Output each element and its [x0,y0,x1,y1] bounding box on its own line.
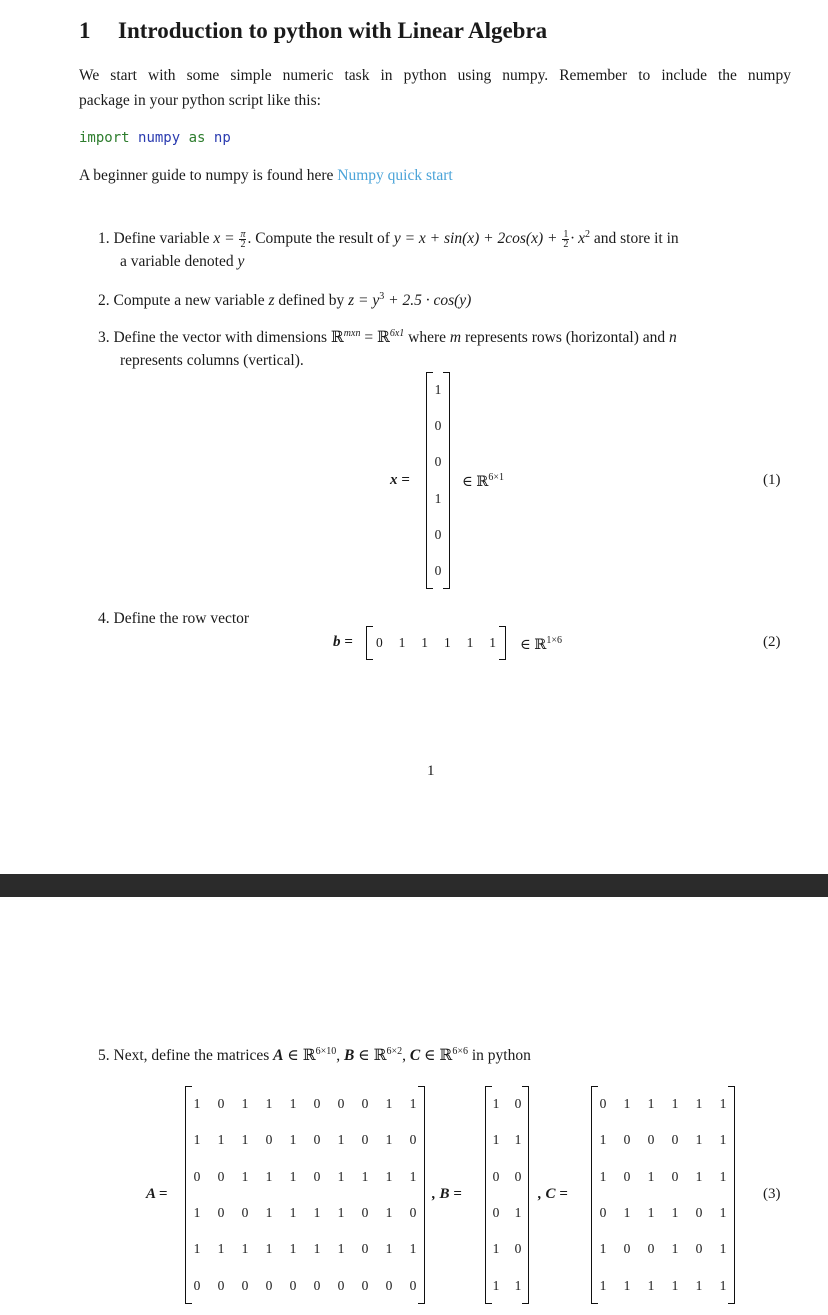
item-3-sup-1: mxn [343,328,361,339]
matrix-A-entry: 0 [217,1168,225,1184]
matrix-A-entry: 0 [193,1168,201,1184]
code-keyword-import: import [79,130,130,146]
matrix-B-entry: 0 [514,1241,522,1257]
matrix-A-entry: 0 [217,1205,225,1221]
matrix-A-entry: 1 [361,1168,369,1184]
eq2-row-vector [366,626,506,660]
pi-over-2-fraction: $\frac{\pi}{2}$ [240,229,246,251]
matrix-B-entry: 1 [514,1205,522,1221]
item-2-z: z [268,292,275,310]
one-half-fraction: $\frac{1}{2}$ [563,229,569,251]
page-break-bar [0,874,828,897]
eq3-B-lhs: , B = [432,1186,462,1202]
item-2-expression-2: + 2.5 · cos(y) [388,292,472,310]
x-vector-entry: 0 [434,418,442,434]
matrix-A-entry: 1 [241,1168,249,1184]
matrix-C-entry: 0 [599,1096,607,1112]
intro-line-1: We start with some simple numeric task in python using numpy. Remember to include the numpy [79,67,791,84]
item-2-cube: 3 [379,291,385,302]
eq2-values [368,626,504,660]
matrix-A-entry: 0 [265,1277,273,1293]
matrix-A-entry: 1 [409,1168,417,1184]
b-vector-entry: 1 [398,635,406,650]
matrix-C-entry: 1 [671,1096,679,1112]
x-vector-entry: 1 [434,490,442,506]
matrix-A-entry: 0 [409,1205,417,1221]
matrix-C-entry: 1 [671,1205,679,1221]
matrix-C [591,1086,735,1304]
matrix-A-entry: 1 [385,1132,393,1148]
matrix-A-entry: 0 [265,1132,273,1148]
item-4 [98,610,249,628]
matrix-A-entry: 1 [241,1096,249,1112]
matrix-C-entry: 1 [599,1168,607,1184]
code-module: numpy [138,130,181,146]
item-1-y: y [237,253,245,270]
matrix-C-entry: 1 [647,1168,655,1184]
eq1-in: ∈ ℝ [462,473,489,490]
matrix-C-entry: 0 [671,1168,679,1184]
matrix-B-values [485,1086,529,1304]
item-5-in-A: ∈ ℝ [287,1047,316,1065]
matrix-C-entry: 1 [647,1277,655,1293]
matrix-C-entry: 1 [719,1241,727,1257]
matrix-A-entry: 1 [289,1132,297,1148]
matrix-A-entry: 1 [193,1205,201,1221]
item-3 [98,328,677,347]
guide-text: A beginner guide to numpy is found here [79,167,334,184]
matrix-A-entry: 1 [289,1241,297,1257]
matrix-C-entry: 1 [695,1277,703,1293]
matrix-A-entry: 0 [217,1277,225,1293]
matrix-A-entry: 1 [289,1168,297,1184]
matrix-C-entry: 1 [719,1096,727,1112]
matrix-B-entry: 1 [492,1241,500,1257]
matrix-A-entry: 1 [313,1205,321,1221]
matrix-A [185,1086,425,1304]
item-1-x-eq: x = [213,230,235,248]
matrix-A-entry: 0 [361,1132,369,1148]
matrix-C-entry: 1 [671,1241,679,1257]
guide-line [79,167,453,185]
matrix-B-entry: 1 [492,1132,500,1148]
matrix-A-entry: 0 [361,1241,369,1257]
item-3-m: m [449,329,462,347]
item-3-sup-2: 6x1 [389,328,405,339]
matrix-C-entry: 1 [599,1241,607,1257]
item-1-line-2-text: a variable denoted [120,253,234,270]
matrix-C-entry: 0 [623,1132,631,1148]
matrix-A-entry: 0 [217,1096,225,1112]
item-1-expression: y = x + sin(x) + 2cos(x) + [393,230,558,248]
item-5-sup-B: 6×2 [386,1046,403,1057]
item-1-text-b: . Compute the result of [247,230,390,248]
item-1-number: 1. [98,230,110,248]
matrix-C-entry: 1 [695,1168,703,1184]
matrix-C-entry: 1 [623,1277,631,1293]
matrix-A-entry: 1 [289,1205,297,1221]
item-3-number: 3. [98,329,110,347]
matrix-A-entry: 1 [337,1132,345,1148]
matrix-A-entry: 1 [217,1241,225,1257]
matrix-C-entry: 0 [623,1168,631,1184]
matrix-C-entry: 1 [623,1096,631,1112]
matrix-A-entry: 1 [337,1205,345,1221]
item-3-eq: = [364,329,374,347]
item-3-R1: ℝ [330,329,344,347]
matrix-A-entry: 0 [313,1132,321,1148]
matrix-A-entry: 0 [361,1277,369,1293]
matrix-A-entry: 1 [337,1241,345,1257]
matrix-C-entry: 0 [695,1241,703,1257]
numpy-quick-start-link[interactable]: Numpy quick start [337,167,453,184]
intro-line-2: package in your python script like this: [79,92,321,109]
eq3-number: (3) [763,1186,781,1202]
matrix-A-entry: 0 [289,1277,297,1293]
matrix-A-entry: 1 [385,1205,393,1221]
matrix-A-entry: 0 [313,1277,321,1293]
matrix-A-entry: 0 [241,1205,249,1221]
eq1-sup: 6×1 [488,472,505,483]
matrix-A-entry: 0 [241,1277,249,1293]
matrix-A-entry: 0 [337,1096,345,1112]
item-5-B: B [344,1047,355,1065]
item-5: 5. Next, define the matrices A ∈ ℝ$^{6\times 10}$, B ∈ ℝ$^{6\times 2}$, C ∈ ℝ$^{6\times 6}$ in python [98,1046,531,1065]
matrix-C-entry: 1 [623,1205,631,1221]
matrix-C-entry: 1 [719,1205,727,1221]
x-vector-entry: 0 [434,562,442,578]
eq1-domain [462,472,504,491]
matrix-A-entry: 1 [241,1241,249,1257]
eq1-values [426,372,450,589]
matrix-A-entry: 1 [265,1205,273,1221]
eq1-number: (1) [763,472,781,488]
matrix-C-entry: 1 [671,1277,679,1293]
matrix-C-values [591,1086,735,1304]
item-1-dot-x: · x [570,230,585,248]
matrix-C-entry: 0 [647,1241,655,1257]
b-vector-entry: 0 [375,635,383,650]
item-5-text-b: in python [471,1047,531,1065]
matrix-A-entry: 1 [337,1168,345,1184]
matrix-C-entry: 1 [719,1132,727,1148]
b-vector-entry: 1 [443,635,451,650]
matrix-A-entry: 0 [361,1205,369,1221]
item-5-text-a: Next, define the matrices [113,1047,270,1065]
x-vector-entry: 0 [434,454,442,470]
matrix-A-entry: 1 [193,1096,201,1112]
code-alias: np [213,130,231,146]
page-number: 1 [427,763,435,779]
matrix-B-entry: 0 [492,1205,500,1221]
item-3-n: n [669,329,677,347]
x-vector-entry: 1 [434,382,442,398]
matrix-A-entry: 1 [193,1132,201,1148]
item-3-R2: ℝ [376,329,390,347]
matrix-A-entry: 1 [409,1241,417,1257]
matrix-A-entry: 0 [409,1277,417,1293]
matrix-C-entry: 0 [671,1132,679,1148]
matrix-B-entry: 0 [514,1096,522,1112]
matrix-C-entry: 1 [647,1205,655,1221]
matrix-C-entry: 0 [695,1205,703,1221]
item-5-sup-C: 6×6 [452,1046,468,1057]
eq2-sup: 1×6 [546,635,563,646]
matrix-A-entry: 1 [241,1132,249,1148]
matrix-B-entry: 1 [514,1132,522,1148]
item-5-number: 5. [98,1047,110,1065]
matrix-B-entry: 0 [514,1168,522,1184]
b-vector-entry: 1 [421,635,429,650]
matrix-A-entry: 1 [385,1096,393,1112]
eq1-lhs: x = [390,472,410,488]
matrix-A-entry: 1 [313,1241,321,1257]
matrix-C-entry: 1 [695,1096,703,1112]
b-vector-entry: 1 [489,635,497,650]
matrix-A-entry: 0 [409,1132,417,1148]
matrix-A-values [185,1086,425,1304]
eq2-domain [520,635,562,654]
matrix-C-entry: 1 [695,1132,703,1148]
matrix-A-entry: 1 [217,1132,225,1148]
matrix-B-entry: 1 [492,1277,500,1293]
item-4-text-a: Define the row vector [113,610,250,627]
item-3-text-c: represents rows (horizontal) and [465,329,666,347]
item-4-number: 4. [98,610,110,627]
item-1-text-c: and store it in [593,230,679,248]
eq1-column-vector [426,372,450,589]
item-1 [98,229,679,249]
matrix-B-entry: 1 [492,1096,500,1112]
matrix-B-entry: 1 [514,1277,522,1293]
item-2-text-b: defined by [278,292,345,310]
section-number: 1 [79,18,91,43]
item-5-in-C: ∈ ℝ [424,1047,453,1065]
b-vector-entry: 1 [466,635,474,650]
x-vector-entry: 0 [434,526,442,542]
matrix-A-entry: 1 [385,1241,393,1257]
matrix-C-entry: 1 [647,1096,655,1112]
matrix-B-entry: 0 [492,1168,500,1184]
item-2 [98,291,471,310]
matrix-C-entry: 1 [599,1277,607,1293]
matrix-A-entry: 1 [265,1096,273,1112]
matrix-C-entry: 0 [599,1205,607,1221]
item-5-in-B: ∈ ℝ [358,1047,387,1065]
item-3-line-2: represents columns (vertical). [120,352,304,369]
code-import-line [79,130,231,146]
item-1-line-2 [120,253,244,271]
matrix-B [485,1086,529,1304]
matrix-C-entry: 1 [599,1132,607,1148]
matrix-A-entry: 0 [313,1096,321,1112]
item-5-A: A [273,1047,284,1065]
eq2-in: ∈ ℝ [520,636,547,653]
matrix-C-entry: 0 [647,1132,655,1148]
item-2-text-a: Compute a new variable [113,292,265,310]
matrix-A-entry: 1 [289,1096,297,1112]
matrix-C-entry: 0 [623,1241,631,1257]
eq3-A-lhs: A = [146,1186,168,1202]
code-keyword-as: as [188,130,206,146]
item-5-sup-A: 6×10 [315,1046,337,1057]
matrix-A-entry: 1 [265,1168,273,1184]
matrix-A-entry: 0 [193,1277,201,1293]
matrix-A-entry: 0 [313,1168,321,1184]
eq2-lhs: b = [333,634,353,650]
matrix-C-entry: 1 [719,1277,727,1293]
matrix-A-entry: 0 [361,1096,369,1112]
matrix-A-entry: 0 [337,1277,345,1293]
item-1-square: 2 [584,229,590,240]
item-3-text-a: Define the vector with dimensions [113,329,328,347]
item-3-text-b: where [408,329,447,347]
matrix-A-entry: 1 [265,1241,273,1257]
item-5-C: C [409,1047,421,1065]
matrix-C-entry: 1 [719,1168,727,1184]
item-2-expression-1: z = y [348,292,380,310]
matrix-A-entry: 1 [193,1241,201,1257]
eq2-number: (2) [763,634,781,650]
matrix-A-entry: 1 [385,1168,393,1184]
eq3-C-lhs: , C = [538,1186,568,1202]
item-1-text-a: Define variable [113,230,210,248]
matrix-A-entry: 0 [385,1277,393,1293]
section-title: Introduction to python with Linear Algebra [118,18,548,43]
item-2-number: 2. [98,292,110,310]
matrix-A-entry: 1 [409,1096,417,1112]
